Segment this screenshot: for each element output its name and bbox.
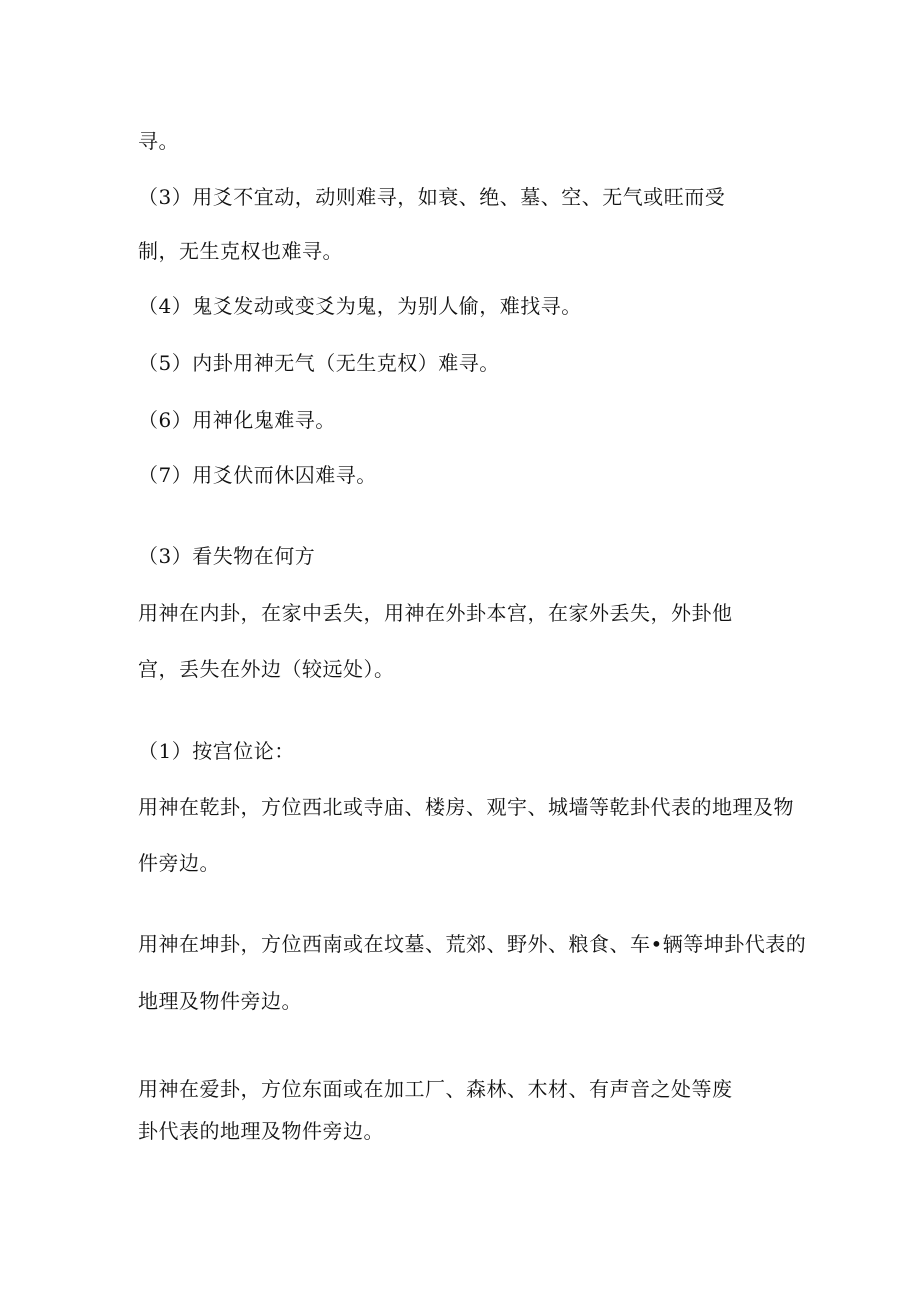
text-line-9: 用神在内卦，在家中丢失，用神在外卦本宫，在家外丢失，外卦他 [138, 601, 733, 625]
text-line-14: 用神在坤卦，方位西南或在坟墓、荒郊、野外、粮食、车•辆等坤卦代表的 [138, 932, 807, 956]
section-heading: （3）看失物在何方 [138, 544, 316, 568]
text-line-10: 宫，丢失在外边（较远处）。 [138, 657, 395, 681]
text-line-4: （4）鬼爻发动或变爻为鬼，为别人偷，难找寻。 [138, 294, 582, 318]
text-line-12: 用神在乾卦，方位西北或寺庙、楼房、观宇、城墙等乾卦代表的地理及物 [138, 795, 794, 819]
text-line-2: （3）用爻不宜动，动则难寻，如衰、绝、墓、空、无气或旺而受 [138, 185, 726, 209]
text-line-6: （6）用神化鬼难寻。 [138, 408, 336, 432]
text-line-17: 卦代表的地理及物件旁边。 [138, 1119, 384, 1143]
text-line-13: 件旁边。 [138, 851, 220, 875]
subsection-heading: （1）按宫位论： [138, 739, 295, 763]
text-line-7: （7）用爻伏而休囚难寻。 [138, 463, 377, 487]
text-line-1: 寻。 [138, 129, 179, 153]
text-line-16: 用神在爱卦，方位东面或在加工厂、森林、木材、有声音之处等废 [138, 1077, 733, 1101]
text-line-3: 制，无生克权也难寻。 [138, 239, 343, 263]
text-line-15: 地理及物件旁边。 [138, 989, 302, 1013]
text-line-5: （5）内卦用神无气（无生克权）难寻。 [138, 351, 500, 375]
